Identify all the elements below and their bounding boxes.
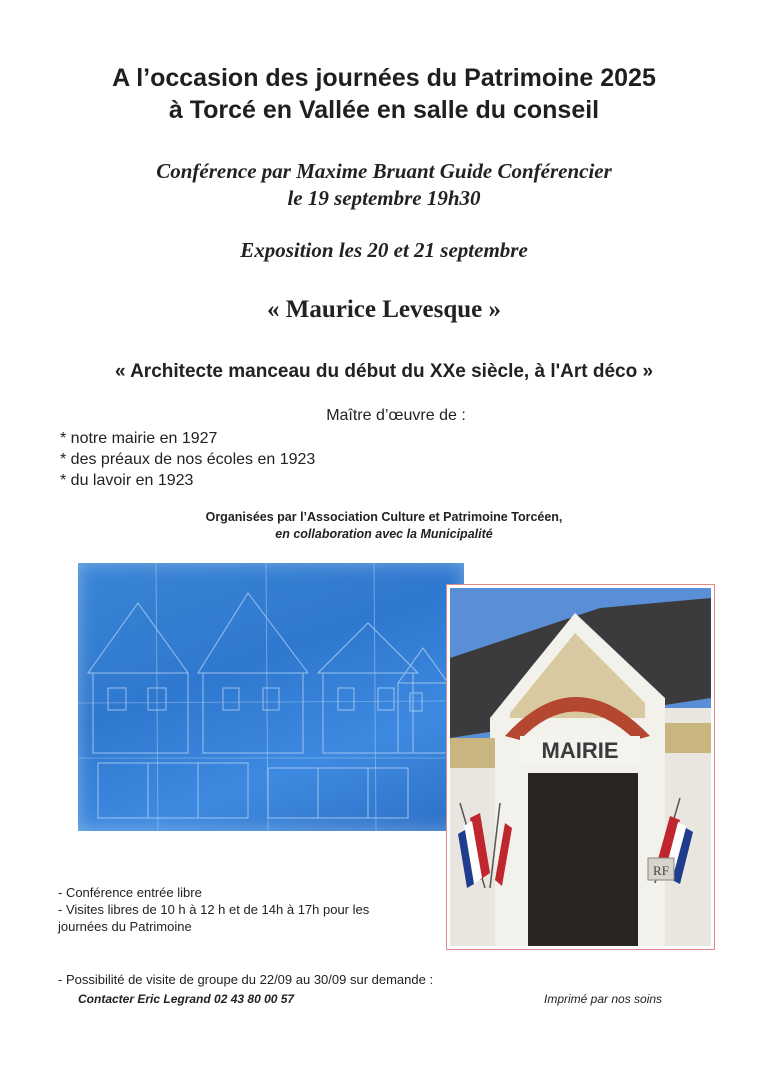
architect-subtitle: « Architecte manceau du début du XXe siècle, à l'Art déco »	[114, 361, 654, 382]
works-item: * du lavoir en 1923	[60, 472, 194, 489]
info-item: journées du Patrimoine	[58, 919, 192, 934]
blueprint-image	[78, 563, 464, 831]
blueprint-drawing	[78, 563, 464, 831]
group-visit-text: - Possibilité de visite de groupe du 22/09 au 30/09 sur demande :	[58, 972, 434, 987]
organizers-line-1: Organisées par l’Association Culture et Patrimoine Torcéen,	[205, 510, 563, 524]
printed-note: Imprimé par nos soins	[544, 992, 663, 1006]
contact-line: Contacter Eric Legrand 02 43 80 00 57	[78, 992, 295, 1006]
info-item: - Visites libres de 10 h à 12 h et de 14h à 17h pour les	[58, 902, 370, 917]
architect-name: « Maurice Levesque »	[267, 296, 501, 323]
exposition-dates: Exposition les 20 et 21 septembre	[240, 238, 528, 262]
works-list	[60, 428, 315, 491]
conference-line-2: le 19 septembre 19h30	[287, 186, 481, 210]
info-item: - Conférence entrée libre	[58, 885, 202, 900]
organizers-line-2: en collaboration avec la Municipalité	[275, 527, 493, 541]
works-item: * des préaux de nos écoles en 1923	[60, 451, 316, 468]
header-line-1: A l’occasion des journées du Patrimoine 2025	[112, 64, 656, 92]
works-item: * notre mairie en 1927	[60, 430, 218, 447]
info-list	[58, 884, 369, 935]
works-intro: Maître d’œuvre de :	[326, 407, 466, 424]
header-line-2: à Torcé en Vallée en salle du conseil	[168, 96, 600, 124]
mairie-sign: MAIRIE	[541, 738, 619, 763]
rf-plaque: RF	[653, 863, 669, 878]
mairie-photo	[450, 588, 711, 946]
conference-line-1: Conférence par Maxime Bruant Guide Conférencier	[156, 159, 612, 183]
mairie-building	[450, 588, 711, 946]
